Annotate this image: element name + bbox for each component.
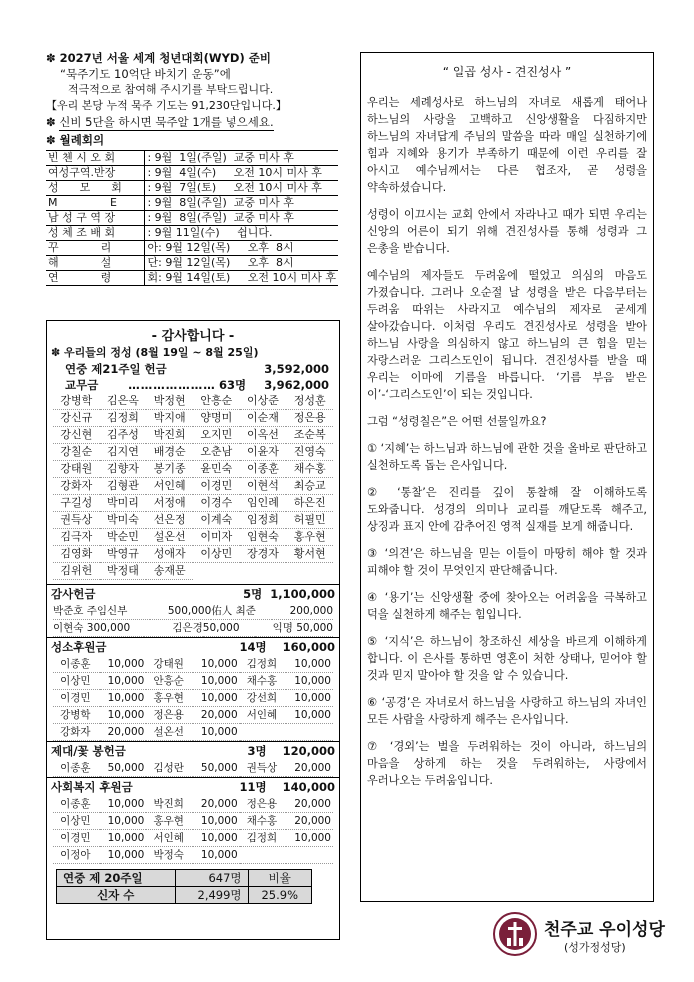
schedule-time: : 9월 4일(수) 오전 10시 미사 후 xyxy=(145,166,338,181)
donor-name: 봉기종 xyxy=(146,461,193,478)
donation-amount: 10,000 xyxy=(286,656,333,673)
donation-amount: 10,000 xyxy=(100,656,147,673)
donor-name: 권득상 xyxy=(240,760,287,777)
gift-fortitude: ④ ‘용기’는 신앙생활 중에 찾아오는 어려움을 극복하고 덕을 실천하게 해주는 힘입니다. xyxy=(367,591,647,621)
donation-amount: 20,000 xyxy=(286,813,333,830)
schedule-time: : 9월 11일(수) 쉽니다. xyxy=(145,226,338,241)
gratitude-row xyxy=(47,620,339,637)
donor-name: 이윤자 xyxy=(240,444,287,461)
schedule-group: 성 체 조 배 회 xyxy=(46,226,145,241)
donor-name: 박미숙 xyxy=(100,512,147,529)
schedule-row xyxy=(46,241,338,256)
donor-name: 박영규 xyxy=(100,546,147,563)
donor-name: 채수홍 xyxy=(286,461,333,478)
article-paragraph-3: 예수님의 제자들도 두려움에 떨었고 의심의 마음도 가졌습니다. 그러나 오순절 날 성령을 받은 다음부터는 두려움 따위는 사라지고 예수님의 제자로 굳세게 살아갔습니다. 이처럼 우리도 견진성사로 성령을 받아 하느님 사랑을 의심하지 않고 하느님의 큰 힘을 믿는 자랑스러운 그리스도인이 됩니다. 견진성사를 받을 때 우리는 이마에 기름을 바릅니다. ‘기름 부음 받은 이’-‘그리스도인’이 되는 것입니다. xyxy=(367,269,647,401)
campaign-text: “묵주기도 10억단 바치기 운동”에 xyxy=(60,67,231,81)
donor-name: 송재문 xyxy=(146,563,193,580)
donor-name: 오지민 xyxy=(193,427,240,444)
dues-row: 교무금 ………………… 63명 3,962,000 xyxy=(65,378,329,392)
donor-name: 임정희 xyxy=(240,512,287,529)
donor-name: 하은진 xyxy=(286,495,333,512)
donor-name: 김영화 xyxy=(53,546,100,563)
donor-name: 김극자 xyxy=(53,529,100,546)
gift-knowledge: ⑤ ‘지식’은 하느님이 창조하신 세상을 바르게 이해하게 합니다. 이 은사를 통하면 영혼이 처한 상태나, 믿어야 할 것과 믿지 말아야 할 것을 알 수 있습니다. xyxy=(367,635,647,682)
donor-name: 임현숙 xyxy=(240,529,287,546)
schedule-row xyxy=(46,181,338,196)
donor-name: 김주성 xyxy=(100,427,147,444)
schedule-time: : 9월 7일(토) 오전 10시 미사 후 xyxy=(145,181,338,196)
donor-name: 김위헌 xyxy=(53,563,100,580)
donor-name: 서인혜 xyxy=(146,478,193,495)
gratitude-cell: 500,000 xyxy=(150,603,211,620)
donor-name: 이종훈 xyxy=(53,760,100,777)
dues-names-grid xyxy=(47,393,339,580)
thanks-header: - 감사합니다 - xyxy=(151,329,235,344)
donor-name: 이종훈 xyxy=(53,796,100,813)
donor-name: 박진희 xyxy=(146,427,193,444)
thanks-box xyxy=(46,320,340,940)
donor-name: 성애자 xyxy=(146,546,193,563)
schedule-row xyxy=(46,166,338,181)
schedule-row xyxy=(46,271,338,286)
gratitude-row xyxy=(47,603,339,620)
donor-name xyxy=(240,724,287,741)
donation-amount: 50,000 xyxy=(100,760,147,777)
donation-amount: 10,000 xyxy=(193,673,240,690)
schedule-row xyxy=(46,226,338,241)
parish-logo xyxy=(492,905,668,965)
donation-amount: 10,000 xyxy=(193,847,240,864)
donor-name: 박미리 xyxy=(100,495,147,512)
article-box xyxy=(360,52,654,902)
donation-amount: 20,000 xyxy=(286,760,333,777)
article-title: “ 일곱 성사 - 견진성사 ” xyxy=(442,65,572,79)
donor-name: 임인례 xyxy=(240,495,287,512)
stats-week-label: 연중 제 20주일 xyxy=(57,870,176,887)
gratitude-cell: 익명 50,000 xyxy=(255,620,333,637)
donation-amount xyxy=(286,847,333,864)
donor-name: 이경민 xyxy=(53,830,100,847)
notice-section xyxy=(46,50,338,286)
donor-name: 강칠순 xyxy=(53,444,100,461)
donation-amount: 50,000 xyxy=(193,760,240,777)
donor-name: 이상민 xyxy=(53,813,100,830)
welfare-rows xyxy=(47,796,339,864)
gift-wisdom: ① ‘지혜’는 하느님과 하느님에 관한 것을 올바로 판단하고 실천하도록 돕는 은사입니다. xyxy=(367,442,647,472)
donor-name: 김정희 xyxy=(240,830,287,847)
rosary-count-note: 【우리 본당 누적 묵주 기도는 91,230단입니다.】 xyxy=(46,99,287,112)
article-paragraph-4: 그럼 “성령칠은”은 어떤 선물일까요? xyxy=(367,415,547,428)
donation-amount: 20,000 xyxy=(193,796,240,813)
donor-name: 서인혜 xyxy=(240,707,287,724)
donor-name: 이옥선 xyxy=(240,427,287,444)
donor-name: 장경자 xyxy=(240,546,287,563)
donation-amount: 10,000 xyxy=(100,673,147,690)
donor-name: 허필민 xyxy=(286,512,333,529)
donor-name: 박정숙 xyxy=(146,847,193,864)
donor-name: 강신규 xyxy=(53,410,100,427)
donor-name: 김정희 xyxy=(240,656,287,673)
donation-amount: 10,000 xyxy=(193,724,240,741)
donor-name: 권득상 xyxy=(53,512,100,529)
donor-name: 이종훈 xyxy=(240,461,287,478)
donation-amount: 10,000 xyxy=(100,796,147,813)
donor-name: 이정아 xyxy=(53,847,100,864)
meeting-schedule-table xyxy=(46,150,338,286)
donor-name: 구길성 xyxy=(53,495,100,512)
donor-name: 서정애 xyxy=(146,495,193,512)
donor-name: 설온선 xyxy=(146,529,193,546)
donor-name: 홍우현 xyxy=(146,690,193,707)
schedule-group: 남 성 구 역 장 xyxy=(46,211,145,226)
donation-amount: 10,000 xyxy=(193,813,240,830)
donor-name: 이경민 xyxy=(193,478,240,495)
schedule-time: : 9월 1일(주일) 교중 미사 후 xyxy=(145,151,338,166)
donor-name: 황서현 xyxy=(286,546,333,563)
attendance-stats-table xyxy=(56,869,312,904)
donation-amount: 10,000 xyxy=(100,690,147,707)
donation-amount xyxy=(286,724,333,741)
donation-amount: 10,000 xyxy=(100,847,147,864)
donor-name: 정은용 xyxy=(286,410,333,427)
donor-name: 진영숙 xyxy=(286,444,333,461)
donor-name: 조순복 xyxy=(286,427,333,444)
donor-name: 이경민 xyxy=(53,690,100,707)
schedule-group: 연 령 xyxy=(46,271,145,286)
schedule-group: 꾸 리 xyxy=(46,241,145,256)
donor-name: 박순민 xyxy=(100,529,147,546)
donor-name: 이종훈 xyxy=(53,656,100,673)
donor-name: 정성훈 xyxy=(286,393,333,410)
stats-members: 2,499명 xyxy=(175,887,248,904)
donor-name: 채수홍 xyxy=(240,673,287,690)
donor-name: 최승교 xyxy=(286,478,333,495)
schedule-row xyxy=(46,151,338,166)
donor-name: 강화자 xyxy=(53,478,100,495)
donor-name: 강화자 xyxy=(53,724,100,741)
donor-name: 양명미 xyxy=(193,410,240,427)
donation-amount: 20,000 xyxy=(193,707,240,724)
stats-ratio: 25.9% xyxy=(248,887,311,904)
gift-understanding: ② ‘통찰’은 진리를 깊이 통찰해 잘 이해하도록 도와줍니다. 성경의 의미나 교리를 깨닫도록 해주고, 상징과 표지 안에 감추어진 영적 실재를 보게 해줍니다. xyxy=(367,486,647,533)
donation-amount: 10,000 xyxy=(100,707,147,724)
donor-name: 강선희 xyxy=(240,690,287,707)
donor-name: 이경수 xyxy=(193,495,240,512)
donation-amount: 10,000 xyxy=(286,690,333,707)
donor-name: 안흥순 xyxy=(193,393,240,410)
schedule-group: 성 모 회 xyxy=(46,181,145,196)
parish-subname: (성가정성당) xyxy=(564,941,626,954)
flower-section-header: 제대/꽃 봉헌금 3명 120,000 xyxy=(47,741,339,760)
gratitude-cell: 이현숙 300,000 xyxy=(53,620,144,637)
donor-name: 김성란 xyxy=(146,760,193,777)
schedule-group: 여성구역.반장 xyxy=(46,166,145,181)
donor-name: 이상민 xyxy=(53,673,100,690)
schedule-row xyxy=(46,196,338,211)
gratitude-cell: 박준호 주임신부 xyxy=(53,603,150,620)
donation-amount: 10,000 xyxy=(193,690,240,707)
donor-name: 이상민 xyxy=(193,546,240,563)
donor-name: 김지연 xyxy=(100,444,147,461)
donor-name: 박정현 xyxy=(146,393,193,410)
stats-attendance: 647명 xyxy=(175,870,248,887)
donor-name: 김은옥 xyxy=(100,393,147,410)
article-paragraph-1: 우리는 세례성사로 하느님의 자녀로 새롭게 태어나 하느님의 사랑을 고백하고 신앙생활을 다짐하지만 하느님의 자녀답게 주님의 말씀을 따라 매일 실천하기에 힘과 지혜와 용기가 부족하기 때문에 이런 우리를 잘 아시고 예수님께서는 다른 협조자, 곧 성령을 약속하셨습니다. xyxy=(367,96,647,194)
donor-name: 이순재 xyxy=(240,410,287,427)
donor-name: 박진희 xyxy=(146,796,193,813)
donor-name: 강병학 xyxy=(53,393,100,410)
schedule-group: M E xyxy=(46,196,145,211)
stats-ratio-label: 비율 xyxy=(248,870,311,887)
parish-name: 천주교 우이성당 xyxy=(544,920,665,940)
donation-amount: 20,000 xyxy=(100,724,147,741)
stats-members-label: 신자 수 xyxy=(57,887,176,904)
schedule-row xyxy=(46,256,338,271)
donation-amount: 10,000 xyxy=(286,830,333,847)
building-rows xyxy=(47,656,339,741)
donor-name: 정은용 xyxy=(146,707,193,724)
parish-emblem-icon xyxy=(492,911,538,957)
gift-counsel: ③ ‘의견’은 하느님을 믿는 이들이 마땅히 해야 할 것과 피해야 할 것이 무엇인지 판단해줍니다. xyxy=(367,547,647,577)
schedule-row xyxy=(46,211,338,226)
gift-fear-of-lord: ⑦ ‘경외’는 벌을 두려워하는 것이 아니라, 하느님의 마음을 상하게 하는 것을 두려워하는, 사랑에서 우러나오는 두려움입니다. xyxy=(367,740,647,787)
gratitude-cell: 200,000 xyxy=(272,603,333,620)
donor-name: 윤민숙 xyxy=(193,461,240,478)
donor-name: 강신현 xyxy=(53,427,100,444)
gratitude-cell: 50,000 xyxy=(203,620,255,637)
donor-name: 이미자 xyxy=(193,529,240,546)
article-paragraph-2: 성령이 이끄시는 교회 안에서 자라나고 때가 되면 우리는 신앙의 어른이 되기 위해 견진성사를 통해 성령과 그 은총을 받습니다. xyxy=(367,208,647,255)
donor-name: 박정태 xyxy=(100,563,147,580)
gratitude-cell: 佑人 최준 xyxy=(211,603,272,620)
donor-name: 강태원 xyxy=(53,461,100,478)
wyd-title: ✽ 2027년 서울 세계 청년대회(WYD) 준비 xyxy=(46,51,271,65)
gratitude-section-header: 감사헌금 5명 1,100,000 xyxy=(47,584,339,603)
schedule-time: : 9월 8일(주일) 교중 미사 후 xyxy=(145,196,338,211)
donor-name: 김정희 xyxy=(100,410,147,427)
donor-name: 김향자 xyxy=(100,461,147,478)
welfare-section-header: 사회복지 후원금 11명 140,000 xyxy=(47,777,339,796)
donation-amount: 10,000 xyxy=(193,830,240,847)
meeting-title: ✽ 월례회의 xyxy=(46,133,105,147)
sunday-offering-row: 연중 제21주일 헌금 3,592,000 xyxy=(65,362,329,376)
schedule-group: 빈 첸 시 오 회 xyxy=(46,151,145,166)
donor-name: 이상준 xyxy=(240,393,287,410)
schedule-time: 아: 9월 12일(목) 오후 8시 xyxy=(145,241,338,256)
donor-name: 홍우현 xyxy=(146,813,193,830)
schedule-time: 회: 9월 14일(토) 오전 10시 미사 후 xyxy=(145,271,338,286)
building-section-header: 성소후원금 14명 160,000 xyxy=(47,637,339,656)
donation-amount: 10,000 xyxy=(100,830,147,847)
donor-name: 김형관 xyxy=(100,478,147,495)
donation-amount: 20,000 xyxy=(286,796,333,813)
donation-amount: 10,000 xyxy=(100,813,147,830)
donor-name: 홍우현 xyxy=(286,529,333,546)
donation-amount: 10,000 xyxy=(286,707,333,724)
gratitude-rows xyxy=(47,603,339,637)
donor-name xyxy=(240,847,287,864)
rosary-instruction: ✽ 신비 5단을 하시면 묵주알 1개를 넣으세요. xyxy=(46,115,274,129)
participation-text: 적극적으로 참여해 주시기를 부탁드립니다. xyxy=(68,83,274,96)
donor-name: 배경순 xyxy=(146,444,193,461)
donor-name: 채수홍 xyxy=(240,813,287,830)
schedule-group: 해 설 xyxy=(46,256,145,271)
donor-name: 이계숙 xyxy=(193,512,240,529)
gratitude-cell: 김은경 xyxy=(144,620,203,637)
gift-piety: ⑥ ‘공경’은 자녀로서 하느님을 사랑하고 하느님의 자녀인 모든 사람을 사랑하게 해주는 은사입니다. xyxy=(367,696,647,726)
donor-name: 이현석 xyxy=(240,478,287,495)
donor-name: 선은정 xyxy=(146,512,193,529)
donor-name: 안흥순 xyxy=(146,673,193,690)
donor-name: 설온선 xyxy=(146,724,193,741)
donor-name: 정은용 xyxy=(240,796,287,813)
donor-name: 서인혜 xyxy=(146,830,193,847)
donor-name: 박지애 xyxy=(146,410,193,427)
schedule-time: 단: 9월 12일(목) 오후 8시 xyxy=(145,256,338,271)
donor-name: 강병학 xyxy=(53,707,100,724)
donation-amount: 10,000 xyxy=(286,673,333,690)
schedule-time: : 9월 8일(주일) 교중 미사 후 xyxy=(145,211,338,226)
flower-rows xyxy=(47,760,339,777)
donation-amount: 10,000 xyxy=(193,656,240,673)
donor-name: 강태원 xyxy=(146,656,193,673)
donor-name: 오춘남 xyxy=(193,444,240,461)
offering-title: ✽ 우리들의 정성 (8월 19일 ~ 8월 25일) xyxy=(51,346,259,359)
